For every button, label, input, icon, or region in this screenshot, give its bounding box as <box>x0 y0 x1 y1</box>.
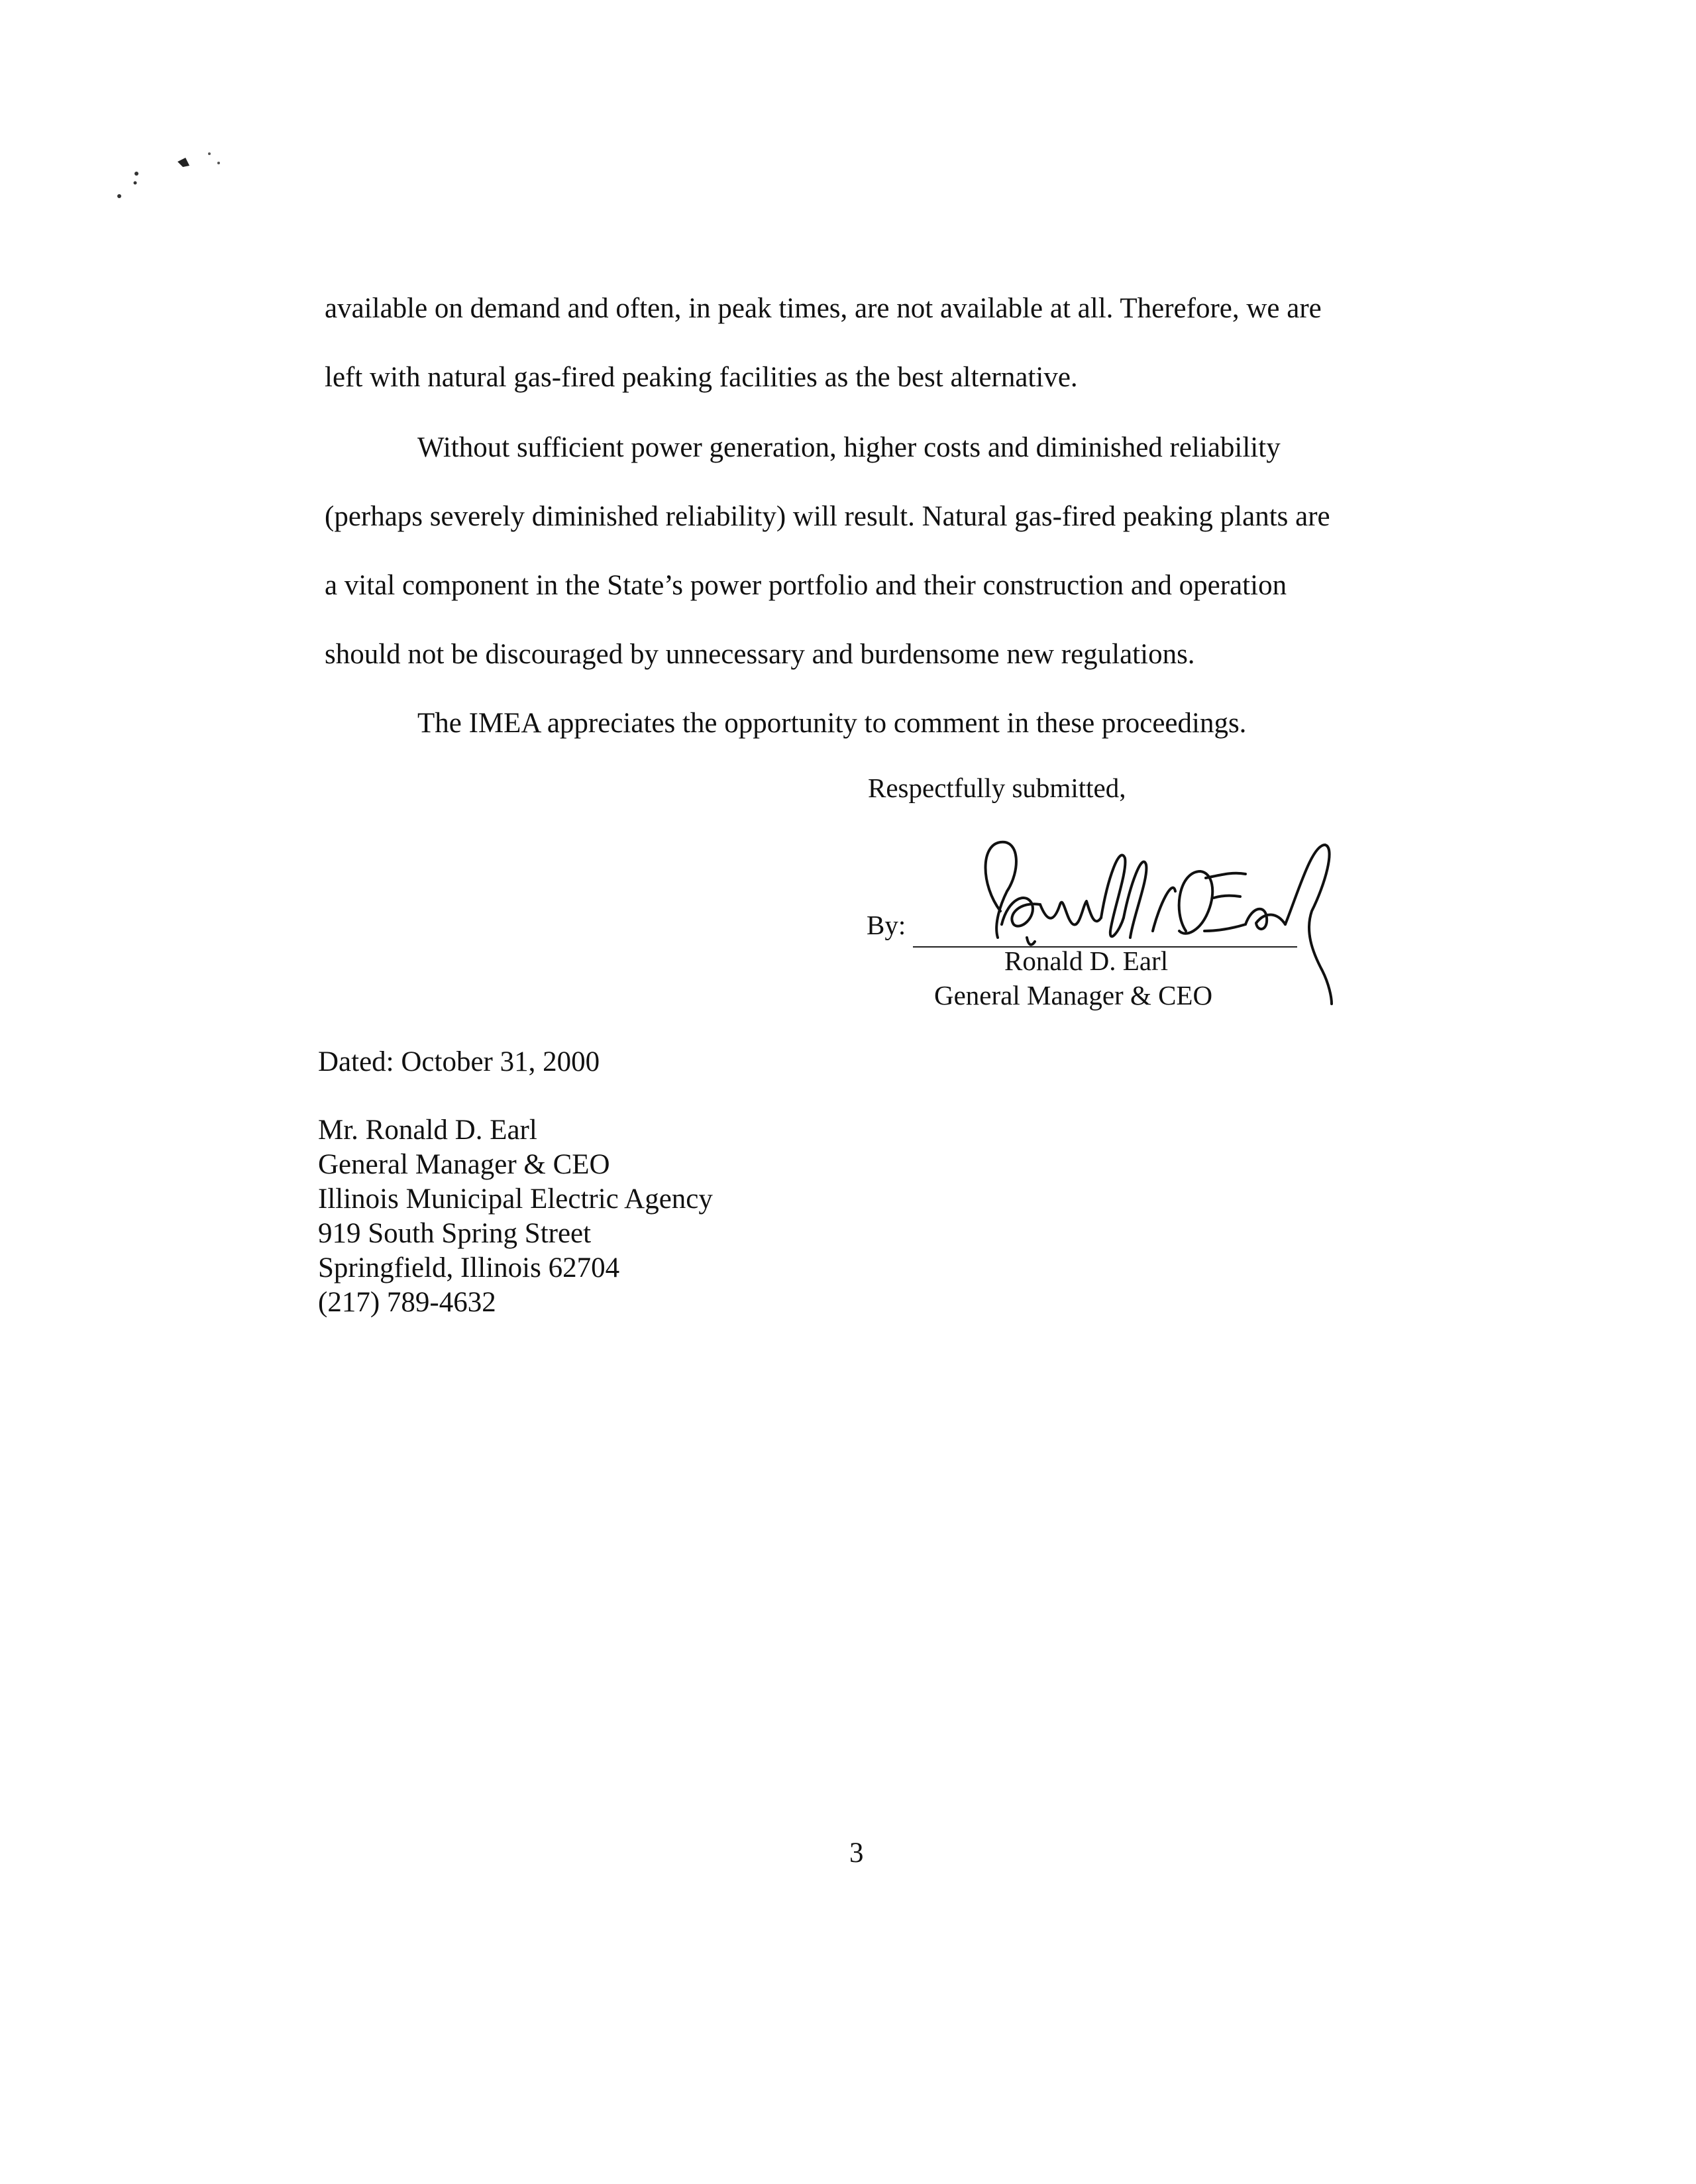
closing-salutation: Respectfully submitted, <box>868 773 1126 803</box>
address-line: (217) 789-4632 <box>318 1287 496 1318</box>
scan-speck <box>134 182 137 185</box>
scan-speck <box>117 194 121 198</box>
address-line: Illinois Municipal Electric Agency <box>318 1183 713 1215</box>
address-line: 919 South Spring Street <box>318 1218 592 1249</box>
paragraph-line: left with natural gas-fired peaking facilities as the best alternative. <box>325 362 1078 393</box>
paragraph-line: available on demand and often, in peak times, are not available at all. Therefore, we are <box>325 293 1322 324</box>
paragraph-line: (perhaps severely diminished reliability) will result. Natural gas-fired peaking plants are <box>325 501 1330 532</box>
scan-speck <box>178 158 189 167</box>
address-block <box>318 1113 713 1320</box>
address-line: General Manager & CEO <box>318 1149 610 1180</box>
scan-speck <box>208 152 211 155</box>
signer-title: General Manager & CEO <box>934 980 1213 1010</box>
paragraph-line: Without sufficient power generation, higher costs and diminished reliability <box>417 432 1281 463</box>
paragraph-1 <box>325 274 1418 412</box>
address-line: Springfield, Illinois 62704 <box>318 1252 620 1283</box>
by-label: By: <box>867 910 906 940</box>
scan-speck <box>217 162 220 164</box>
scan-speck <box>134 172 138 176</box>
paragraph-line: should not be discouraged by unnecessary and burdensome new regulations. <box>325 639 1195 670</box>
page-number: 3 <box>849 1837 864 1869</box>
paragraph-line: The IMEA appreciates the opportunity to comment in these proceedings. <box>417 708 1247 739</box>
paragraph-2 <box>325 413 1418 689</box>
dated-line: Dated: October 31, 2000 <box>318 1046 600 1077</box>
paragraph-line: a vital component in the State’s power portfolio and their construction and operation <box>325 570 1287 601</box>
signer-name: Ronald D. Earl <box>1004 946 1169 976</box>
address-line: Mr. Ronald D. Earl <box>318 1115 537 1146</box>
paragraph-3 <box>325 689 1418 758</box>
